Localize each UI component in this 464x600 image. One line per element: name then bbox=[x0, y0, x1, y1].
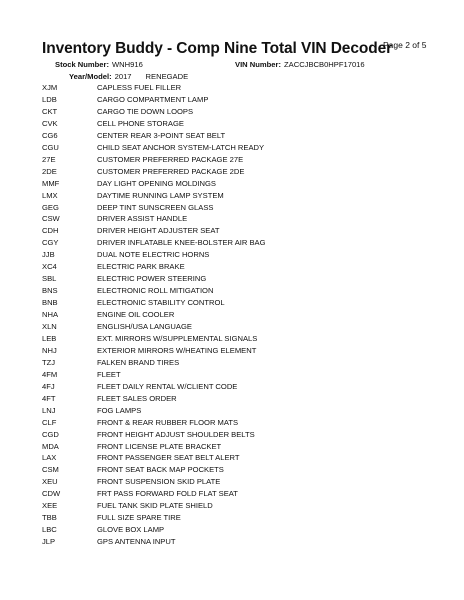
option-code: LAX bbox=[42, 453, 57, 463]
option-code: LDB bbox=[42, 94, 57, 104]
option-description: FRONT HEIGHT ADJUST SHOULDER BELTS bbox=[97, 429, 255, 439]
year-value: 2017 bbox=[114, 72, 132, 81]
option-description: FOG LAMPS bbox=[97, 405, 142, 415]
list-item bbox=[0, 393, 464, 405]
list-item bbox=[0, 166, 464, 178]
list-item bbox=[0, 261, 464, 273]
option-code: LEB bbox=[42, 333, 57, 343]
option-description: DAYTIME RUNNING LAMP SYSTEM bbox=[97, 190, 224, 200]
option-code: CDH bbox=[42, 226, 59, 236]
list-item bbox=[0, 381, 464, 393]
list-item bbox=[0, 130, 464, 142]
model-value: RENEGADE bbox=[145, 72, 189, 81]
option-description: DRIVER INFLATABLE KNEE-BOLSTER AIR BAG bbox=[97, 238, 266, 248]
list-item bbox=[0, 500, 464, 512]
option-code: SBL bbox=[42, 274, 57, 284]
option-description: ELECTRONIC STABILITY CONTROL bbox=[97, 298, 225, 308]
list-item bbox=[0, 524, 464, 536]
option-code: CLF bbox=[42, 417, 57, 427]
list-item bbox=[0, 405, 464, 417]
list-item bbox=[0, 321, 464, 333]
option-code: 4FT bbox=[42, 393, 56, 403]
list-item bbox=[0, 82, 464, 94]
option-description: CUSTOMER PREFERRED PACKAGE 27E bbox=[97, 154, 244, 164]
option-description: ELECTRIC PARK BRAKE bbox=[97, 262, 185, 272]
option-description: FRONT SEAT BACK MAP POCKETS bbox=[97, 465, 224, 475]
stock-number-field bbox=[55, 60, 143, 69]
vin-number-label: VIN Number: bbox=[235, 60, 281, 69]
option-description: CARGO TIE DOWN LOOPS bbox=[97, 106, 194, 116]
vin-number-value: ZACCJBCB0HPF17016 bbox=[284, 60, 365, 69]
option-description: DRIVER ASSIST HANDLE bbox=[97, 214, 188, 224]
option-code: XJM bbox=[42, 83, 58, 92]
option-code: MMF bbox=[42, 178, 60, 188]
option-code: NHJ bbox=[42, 345, 57, 355]
list-item bbox=[0, 429, 464, 441]
list-item bbox=[0, 142, 464, 154]
option-description: FULL SIZE SPARE TIRE bbox=[97, 513, 181, 523]
year-model-field bbox=[69, 72, 188, 81]
option-code: CGD bbox=[42, 429, 59, 439]
option-description: FRONT LICENSE PLATE BRACKET bbox=[97, 441, 222, 451]
list-item bbox=[0, 190, 464, 202]
option-code: CDW bbox=[42, 489, 61, 499]
list-item bbox=[0, 309, 464, 321]
list-item bbox=[0, 345, 464, 357]
option-description: DEEP TINT SUNSCREEN GLASS bbox=[97, 202, 214, 212]
list-item bbox=[0, 154, 464, 166]
option-description: FALKEN BRAND TIRES bbox=[97, 357, 180, 367]
option-description: ENGINE OIL COOLER bbox=[97, 310, 175, 320]
option-description: DRIVER HEIGHT ADJUSTER SEAT bbox=[97, 226, 220, 236]
option-code: JLP bbox=[42, 537, 56, 547]
option-code: XEE bbox=[42, 501, 58, 511]
list-item bbox=[0, 333, 464, 345]
option-description: CHILD SEAT ANCHOR SYSTEM-LATCH READY bbox=[97, 142, 265, 152]
list-item bbox=[0, 94, 464, 106]
option-description: GPS ANTENNA INPUT bbox=[97, 537, 176, 547]
option-description: ENGLISH/USA LANGUAGE bbox=[97, 322, 192, 331]
list-item bbox=[0, 106, 464, 118]
list-item bbox=[0, 452, 464, 464]
page-number: Page 2 of 5 bbox=[383, 40, 427, 50]
option-description: FLEET DAILY RENTAL W/CLIENT CODE bbox=[97, 381, 238, 391]
option-code: NHA bbox=[42, 310, 59, 320]
option-description: GLOVE BOX LAMP bbox=[97, 525, 165, 535]
option-description: FRONT & REAR RUBBER FLOOR MATS bbox=[97, 417, 239, 427]
option-description: CARGO COMPARTMENT LAMP bbox=[97, 94, 209, 104]
page-title: Inventory Buddy - Comp Nine Total VIN Decoder bbox=[42, 40, 393, 57]
option-description: FLEET SALES ORDER bbox=[97, 393, 177, 403]
list-item bbox=[0, 441, 464, 453]
option-code: TZJ bbox=[42, 357, 56, 367]
list-item bbox=[0, 202, 464, 214]
option-code: CGY bbox=[42, 238, 59, 248]
option-code: CSW bbox=[42, 214, 60, 224]
option-description: DAY LIGHT OPENING MOLDINGS bbox=[97, 178, 216, 188]
option-code: CG6 bbox=[42, 130, 58, 140]
option-code: LNJ bbox=[42, 405, 56, 415]
option-description: EXT. MIRRORS W/SUPPLEMENTAL SIGNALS bbox=[97, 333, 258, 343]
list-item bbox=[0, 249, 464, 261]
option-code: CGU bbox=[42, 142, 59, 152]
option-code: BNB bbox=[42, 298, 58, 308]
list-item bbox=[0, 512, 464, 524]
option-code: XLN bbox=[42, 322, 57, 331]
option-code: 27E bbox=[42, 154, 56, 164]
option-description: FRONT PASSENGER SEAT BELT ALERT bbox=[97, 453, 240, 463]
option-code: JJB bbox=[42, 250, 55, 260]
option-description: CAPLESS FUEL FILLER bbox=[97, 83, 182, 92]
list-item bbox=[0, 476, 464, 488]
list-item bbox=[0, 237, 464, 249]
option-code: LMX bbox=[42, 190, 58, 200]
option-code: CSM bbox=[42, 465, 59, 475]
option-code: 4FJ bbox=[42, 381, 55, 391]
option-code: CVK bbox=[42, 118, 58, 128]
option-description: FRT PASS FORWARD FOLD FLAT SEAT bbox=[97, 489, 238, 499]
option-code: XEU bbox=[42, 477, 58, 487]
option-description: FLEET bbox=[97, 369, 121, 379]
option-description: EXTERIOR MIRRORS W/HEATING ELEMENT bbox=[97, 345, 257, 355]
option-description: CUSTOMER PREFERRED PACKAGE 2DE bbox=[97, 166, 245, 176]
list-item bbox=[0, 273, 464, 285]
list-item bbox=[0, 357, 464, 369]
list-item bbox=[0, 213, 464, 225]
option-code: 2DE bbox=[42, 166, 57, 176]
option-description: DUAL NOTE ELECTRIC HORNS bbox=[97, 250, 210, 260]
option-description: CENTER REAR 3-POINT SEAT BELT bbox=[97, 130, 226, 140]
list-item bbox=[0, 285, 464, 297]
list-item bbox=[0, 178, 464, 190]
option-description: ELECTRIC POWER STEERING bbox=[97, 274, 207, 284]
option-code: TBB bbox=[42, 513, 57, 523]
option-code: BNS bbox=[42, 286, 58, 296]
list-item bbox=[0, 225, 464, 237]
list-item bbox=[0, 118, 464, 130]
option-description: ELECTRONIC ROLL MITIGATION bbox=[97, 286, 214, 296]
option-code: GEG bbox=[42, 202, 59, 212]
stock-number-value: WNH916 bbox=[112, 60, 143, 69]
list-item bbox=[0, 488, 464, 500]
option-code: XC4 bbox=[42, 262, 57, 272]
option-description: FUEL TANK SKID PLATE SHIELD bbox=[97, 501, 213, 511]
vin-number-field bbox=[235, 60, 365, 69]
list-item bbox=[0, 369, 464, 381]
option-code: MDA bbox=[42, 441, 59, 451]
option-code: LBC bbox=[42, 525, 57, 535]
option-code: CKT bbox=[42, 106, 58, 116]
option-description: FRONT SUSPENSION SKID PLATE bbox=[97, 477, 221, 487]
list-item bbox=[0, 536, 464, 548]
list-item bbox=[0, 297, 464, 309]
option-code: 4FM bbox=[42, 369, 58, 379]
list-item bbox=[0, 464, 464, 476]
list-item bbox=[0, 417, 464, 429]
option-description: CELL PHONE STORAGE bbox=[97, 118, 184, 128]
stock-number-label: Stock Number: bbox=[55, 60, 110, 69]
year-model-label: Year/Model: bbox=[69, 72, 112, 81]
